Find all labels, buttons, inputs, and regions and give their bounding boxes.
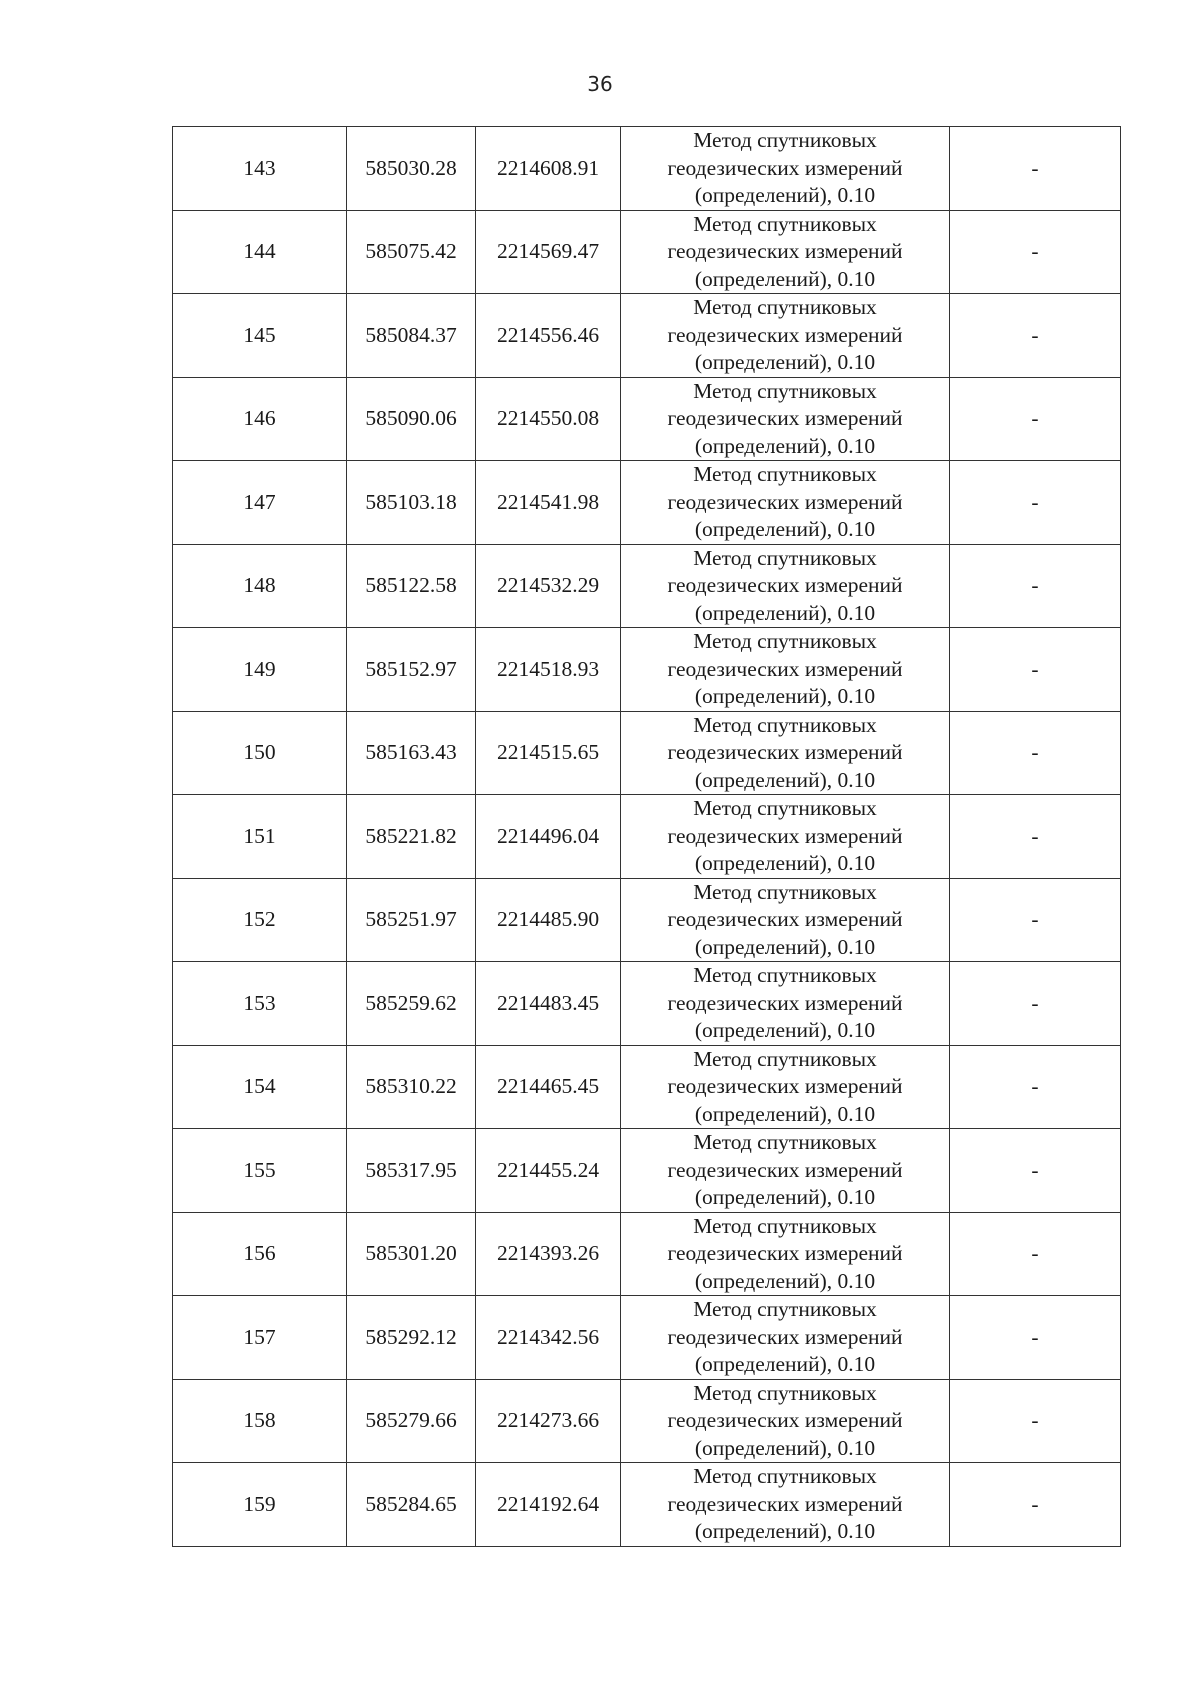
- method-text-line: Метод спутниковых: [693, 211, 877, 236]
- table-row: [173, 628, 1121, 712]
- method-text-line: геодезических измерений: [667, 239, 903, 263]
- method-accuracy-cell: [621, 210, 950, 294]
- point-number-cell: 148: [173, 544, 347, 628]
- note-cell: -: [950, 1045, 1121, 1129]
- point-number-cell: 155: [173, 1129, 347, 1213]
- coordinate-y-cell: 2214556.46: [476, 294, 621, 378]
- point-number-cell: 152: [173, 878, 347, 962]
- method-text-line: Метод спутниковых: [693, 1464, 877, 1488]
- method-text-line: Метод спутниковых: [693, 963, 877, 987]
- table-row: [173, 544, 1121, 628]
- note-cell: -: [950, 962, 1121, 1046]
- table-row: [173, 1463, 1121, 1547]
- method-text-line: (определений), 0.10: [694, 1018, 876, 1042]
- method-text-line: (определений), 0.10: [694, 684, 876, 708]
- point-number-cell: 159: [173, 1463, 347, 1547]
- method-text-line: (определений), 0.10: [694, 1268, 876, 1293]
- coordinate-x-cell: 585310.22: [347, 1045, 476, 1129]
- table-row: [173, 1296, 1121, 1380]
- point-number-cell: 154: [173, 1045, 347, 1129]
- coordinate-y-cell: 2214455.24: [476, 1129, 621, 1213]
- table-row: [173, 127, 1121, 211]
- table-row: [173, 377, 1121, 461]
- coordinate-x-cell: 585152.97: [347, 628, 476, 712]
- method-text-line: Метод спутниковых: [693, 1130, 877, 1154]
- coordinate-y-cell: 2214608.91: [476, 127, 621, 211]
- method-text-line: геодезических измерений: [667, 823, 903, 848]
- coordinate-y-cell: 2214192.64: [476, 1463, 621, 1547]
- coordinate-y-cell: 2214496.04: [476, 795, 621, 879]
- method-accuracy-cell: [621, 962, 950, 1046]
- method-text-line: Метод спутниковых: [693, 712, 877, 737]
- note-cell: -: [950, 377, 1121, 461]
- method-text-line: геодезических измерений: [667, 573, 903, 597]
- method-text-line: геодезических измерений: [667, 656, 903, 681]
- table-row: [173, 1379, 1121, 1463]
- table-row: [173, 795, 1121, 879]
- method-text-line: (определений), 0.10: [694, 266, 876, 291]
- method-text-line: геодезических измерений: [667, 406, 903, 430]
- coordinate-y-cell: 2214569.47: [476, 210, 621, 294]
- note-cell: -: [950, 1379, 1121, 1463]
- method-text-line: Метод спутниковых: [693, 128, 877, 152]
- note-cell: -: [950, 1296, 1121, 1380]
- point-number-cell: 144: [173, 210, 347, 294]
- note-cell: -: [950, 878, 1121, 962]
- method-text-line: геодезических измерений: [667, 489, 903, 514]
- method-text-line: геодезических измерений: [667, 1241, 903, 1265]
- method-accuracy-cell: [621, 795, 950, 879]
- method-text-line: (определений), 0.10: [694, 1101, 876, 1126]
- coordinate-x-cell: 585279.66: [347, 1379, 476, 1463]
- coordinate-x-cell: 585317.95: [347, 1129, 476, 1213]
- point-number-cell: 153: [173, 962, 347, 1046]
- coordinate-y-cell: 2214273.66: [476, 1379, 621, 1463]
- method-text-line: (определений), 0.10: [694, 433, 876, 458]
- coordinate-y-cell: 2214515.65: [476, 711, 621, 795]
- note-cell: -: [950, 461, 1121, 545]
- method-text-line: Метод спутниковых: [693, 796, 877, 820]
- method-text-line: (определений), 0.10: [694, 350, 876, 374]
- coordinate-x-cell: 585103.18: [347, 461, 476, 545]
- method-accuracy-cell: [621, 544, 950, 628]
- note-cell: -: [950, 711, 1121, 795]
- method-text-line: геодезических измерений: [667, 322, 903, 347]
- point-number-cell: 151: [173, 795, 347, 879]
- table-row: [173, 294, 1121, 378]
- method-text-line: геодезических измерений: [667, 740, 903, 764]
- method-text-line: геодезических измерений: [667, 1408, 903, 1432]
- method-text-line: Метод спутниковых: [693, 462, 877, 486]
- coordinate-y-cell: 2214485.90: [476, 878, 621, 962]
- method-text-line: Метод спутниковых: [693, 1297, 877, 1321]
- method-text-line: геодезических измерений: [667, 1074, 903, 1098]
- coordinates-table: [172, 126, 1121, 1547]
- note-cell: -: [950, 294, 1121, 378]
- note-cell: -: [950, 1212, 1121, 1296]
- method-text-line: Метод спутниковых: [693, 295, 877, 319]
- method-text-line: Метод спутниковых: [693, 879, 877, 904]
- method-accuracy-cell: [621, 1212, 950, 1296]
- coordinate-y-cell: 2214483.45: [476, 962, 621, 1046]
- method-text-line: (определений), 0.10: [694, 851, 876, 875]
- coordinate-y-cell: 2214393.26: [476, 1212, 621, 1296]
- method-text-line: Метод спутниковых: [693, 629, 877, 653]
- note-cell: -: [950, 795, 1121, 879]
- method-text-line: Метод спутниковых: [693, 1380, 877, 1405]
- note-cell: -: [950, 127, 1121, 211]
- method-text-line: геодезических измерений: [667, 1157, 903, 1182]
- page-number: 36: [587, 72, 613, 96]
- coordinate-x-cell: 585163.43: [347, 711, 476, 795]
- coordinate-x-cell: 585259.62: [347, 962, 476, 1046]
- coordinates-table-body: [173, 127, 1121, 1547]
- coordinate-y-cell: 2214465.45: [476, 1045, 621, 1129]
- method-text-line: (определений), 0.10: [694, 1435, 876, 1460]
- note-cell: -: [950, 1463, 1121, 1547]
- coordinate-x-cell: 585122.58: [347, 544, 476, 628]
- coordinate-y-cell: 2214532.29: [476, 544, 621, 628]
- note-cell: -: [950, 628, 1121, 712]
- note-cell: -: [950, 1129, 1121, 1213]
- method-text-line: геодезических измерений: [667, 1491, 903, 1516]
- method-accuracy-cell: [621, 711, 950, 795]
- point-number-cell: 150: [173, 711, 347, 795]
- method-text-line: геодезических измерений: [667, 990, 903, 1015]
- table-row: [173, 1129, 1121, 1213]
- coordinate-y-cell: 2214342.56: [476, 1296, 621, 1380]
- method-text-line: Метод спутниковых: [693, 1213, 877, 1238]
- coordinate-x-cell: 585030.28: [347, 127, 476, 211]
- method-accuracy-cell: [621, 1379, 950, 1463]
- point-number-cell: 149: [173, 628, 347, 712]
- method-accuracy-cell: [621, 127, 950, 211]
- note-cell: -: [950, 544, 1121, 628]
- table-row: [173, 210, 1121, 294]
- method-accuracy-cell: [621, 294, 950, 378]
- point-number-cell: 147: [173, 461, 347, 545]
- method-text-line: Метод спутниковых: [693, 378, 877, 403]
- method-text-line: (определений), 0.10: [694, 767, 876, 792]
- method-text-line: геодезических измерений: [667, 155, 903, 180]
- method-text-line: (определений), 0.10: [694, 1185, 876, 1209]
- coordinate-x-cell: 585284.65: [347, 1463, 476, 1547]
- method-text-line: (определений), 0.10: [694, 934, 876, 959]
- method-accuracy-cell: [621, 878, 950, 962]
- method-text-line: (определений), 0.10: [694, 1352, 876, 1376]
- method-text-line: Метод спутниковых: [693, 1046, 877, 1071]
- method-text-line: геодезических измерений: [667, 907, 903, 931]
- coordinate-x-cell: 585075.42: [347, 210, 476, 294]
- coordinate-x-cell: 585301.20: [347, 1212, 476, 1296]
- coordinate-x-cell: 585221.82: [347, 795, 476, 879]
- method-text-line: (определений), 0.10: [694, 517, 876, 541]
- method-text-line: (определений), 0.10: [694, 183, 876, 207]
- method-accuracy-cell: [621, 1296, 950, 1380]
- coordinate-x-cell: 585251.97: [347, 878, 476, 962]
- method-text-line: Метод спутниковых: [693, 545, 877, 570]
- coordinate-x-cell: 585084.37: [347, 294, 476, 378]
- coordinate-y-cell: 2214518.93: [476, 628, 621, 712]
- method-accuracy-cell: [621, 461, 950, 545]
- coordinate-x-cell: 585090.06: [347, 377, 476, 461]
- table-row: [173, 1045, 1121, 1129]
- table-row: [173, 878, 1121, 962]
- point-number-cell: 156: [173, 1212, 347, 1296]
- point-number-cell: 158: [173, 1379, 347, 1463]
- point-number-cell: 143: [173, 127, 347, 211]
- coordinate-y-cell: 2214541.98: [476, 461, 621, 545]
- method-text-line: (определений), 0.10: [694, 600, 876, 625]
- table-row: [173, 1212, 1121, 1296]
- point-number-cell: 146: [173, 377, 347, 461]
- method-accuracy-cell: [621, 1463, 950, 1547]
- point-number-cell: 145: [173, 294, 347, 378]
- table-row: [173, 711, 1121, 795]
- method-accuracy-cell: [621, 377, 950, 461]
- method-text-line: (определений), 0.10: [694, 1519, 876, 1543]
- method-accuracy-cell: [621, 628, 950, 712]
- method-text-line: геодезических измерений: [667, 1324, 903, 1349]
- method-accuracy-cell: [621, 1045, 950, 1129]
- table-row: [173, 461, 1121, 545]
- coordinate-y-cell: 2214550.08: [476, 377, 621, 461]
- method-accuracy-cell: [621, 1129, 950, 1213]
- point-number-cell: 157: [173, 1296, 347, 1380]
- coordinate-x-cell: 585292.12: [347, 1296, 476, 1380]
- table-row: [173, 962, 1121, 1046]
- note-cell: -: [950, 210, 1121, 294]
